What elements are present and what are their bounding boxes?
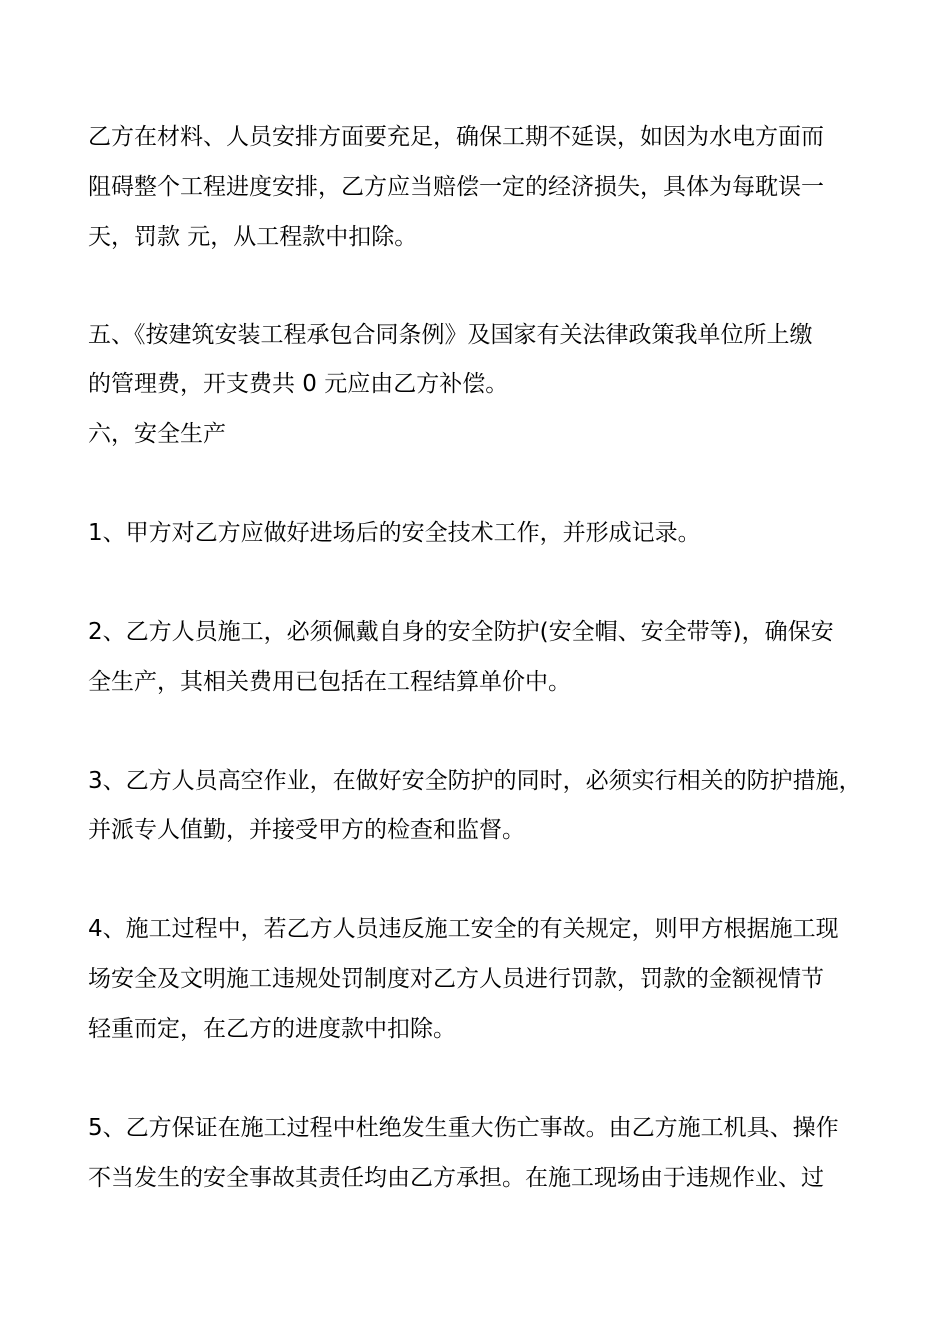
list-item: 5、乙方保证在施工过程中杜绝发生重大伤亡事故。由乙方施工机具、操作 <box>88 1115 839 1141</box>
paragraph-line: 阻碍整个工程进度安排，乙方应当赔偿一定的经济损失，具体为每耽误一 <box>88 174 824 200</box>
list-item: 1、甲方对乙方应做好进场后的安全技术工作，并形成记录。 <box>88 520 701 546</box>
paragraph-line: 天，罚款 元，从工程款中扣除。 <box>88 224 418 250</box>
paragraph-line: 不当发生的安全事故其责任均由乙方承担。在施工现场由于违规作业、过 <box>88 1165 824 1191</box>
paragraph-line: 的管理费，开支费共 0 元应由乙方补偿。 <box>88 371 509 397</box>
paragraph-line: 并派专人值勤，并接受甲方的检查和监督。 <box>88 817 525 843</box>
list-item: 2、乙方人员施工，必须佩戴自身的安全防护(安全帽、安全带等)，确保安 <box>88 619 834 645</box>
paragraph-line: 全生产，其相关费用已包括在工程结算单价中。 <box>88 669 571 695</box>
paragraph-line: 场安全及文明施工违规处罚制度对乙方人员进行罚款，罚款的金额视情节 <box>88 966 824 992</box>
paragraph-line: 乙方在材料、人员安排方面要充足，确保工期不延误，如因为水电方面而 <box>88 124 824 150</box>
list-item: 3、乙方人员高空作业，在做好安全防护的同时，必须实行相关的防护措施， <box>88 768 862 794</box>
paragraph-line: 五、《按建筑安装工程承包合同条例》及国家有关法律政策我单位所上缴 <box>88 322 813 348</box>
section-heading: 六，安全生产 <box>88 421 226 447</box>
paragraph-line: 轻重而定，在乙方的进度款中扣除。 <box>88 1016 456 1042</box>
list-item: 4、施工过程中，若乙方人员违反施工安全的有关规定，则甲方根据施工现 <box>88 916 839 942</box>
